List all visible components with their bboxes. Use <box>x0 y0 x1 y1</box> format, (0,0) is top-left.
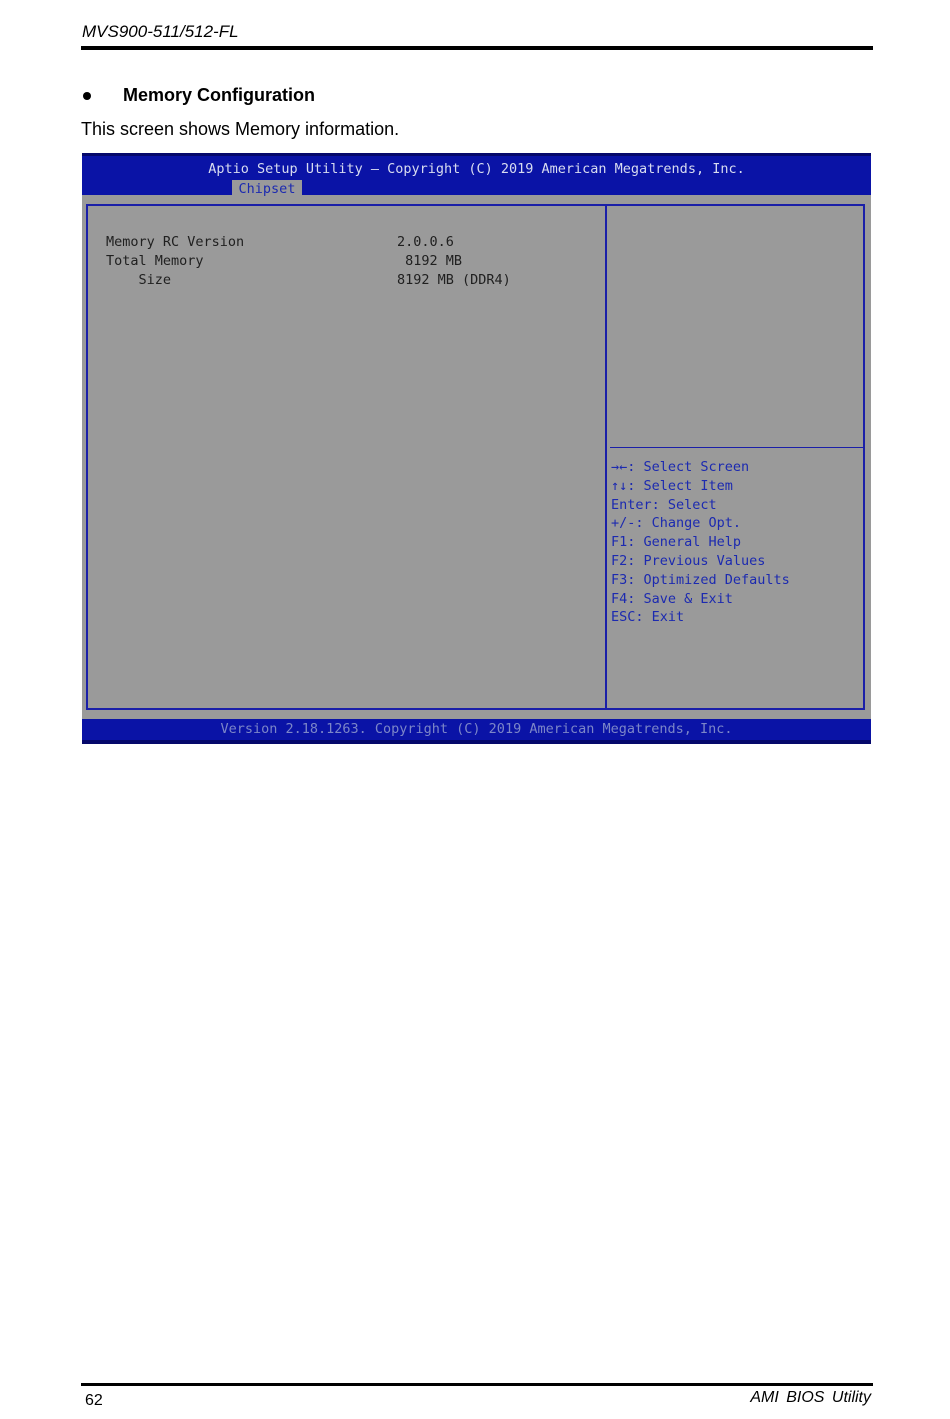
key-help-list <box>611 458 790 627</box>
info-label: Size <box>106 272 172 288</box>
info-label: Total Memory <box>106 253 204 269</box>
section-intro: This screen shows Memory information. <box>81 119 400 139</box>
bios-version: Version 2.18.1263. Copyright (C) 2019 American Megatrends, Inc. <box>220 721 733 737</box>
help-change-opt: +/-: Change Opt. <box>611 515 742 532</box>
bios-help-separator <box>610 447 863 448</box>
bios-panel-divider <box>605 204 607 710</box>
document-header: MVS900-511/512-FL <box>82 22 239 41</box>
info-value: 2.0.0.6 <box>397 234 454 250</box>
help-enter-select: Enter: Select <box>611 496 717 513</box>
help-optimized-defaults: F3: Optimized Defaults <box>611 571 790 588</box>
footer-rule <box>81 1383 873 1386</box>
help-save-exit: F4: Save & Exit <box>611 590 733 607</box>
section-title: Memory Configuration <box>123 85 315 105</box>
info-value: 8192 MB (DDR4) <box>397 272 511 288</box>
bullet-icon <box>83 92 91 100</box>
bios-version-bar <box>82 719 871 744</box>
header-rule <box>81 46 873 50</box>
memory-size-row <box>106 272 511 336</box>
page-number: 62 <box>85 1392 103 1409</box>
bios-title: Aptio Setup Utility – Copyright (C) 2019 American Megatrends, Inc. <box>208 161 745 177</box>
help-general-help: F1: General Help <box>611 534 742 551</box>
help-previous-values: F2: Previous Values <box>611 552 766 569</box>
help-esc-exit: ESC: Exit <box>611 609 685 626</box>
info-label: Memory RC Version <box>106 234 245 250</box>
bios-title-bar <box>82 153 871 195</box>
help-select-screen: →←: Select Screen <box>611 459 750 475</box>
chapter-title: AMI BIOS Utility <box>750 1389 871 1406</box>
tab-chipset[interactable]: Chipset <box>232 180 302 198</box>
info-value: 8192 MB <box>397 253 463 269</box>
help-select-item: ↑↓: Select Item <box>611 477 733 494</box>
bios-screenshot <box>82 153 871 744</box>
section-heading <box>82 85 315 106</box>
